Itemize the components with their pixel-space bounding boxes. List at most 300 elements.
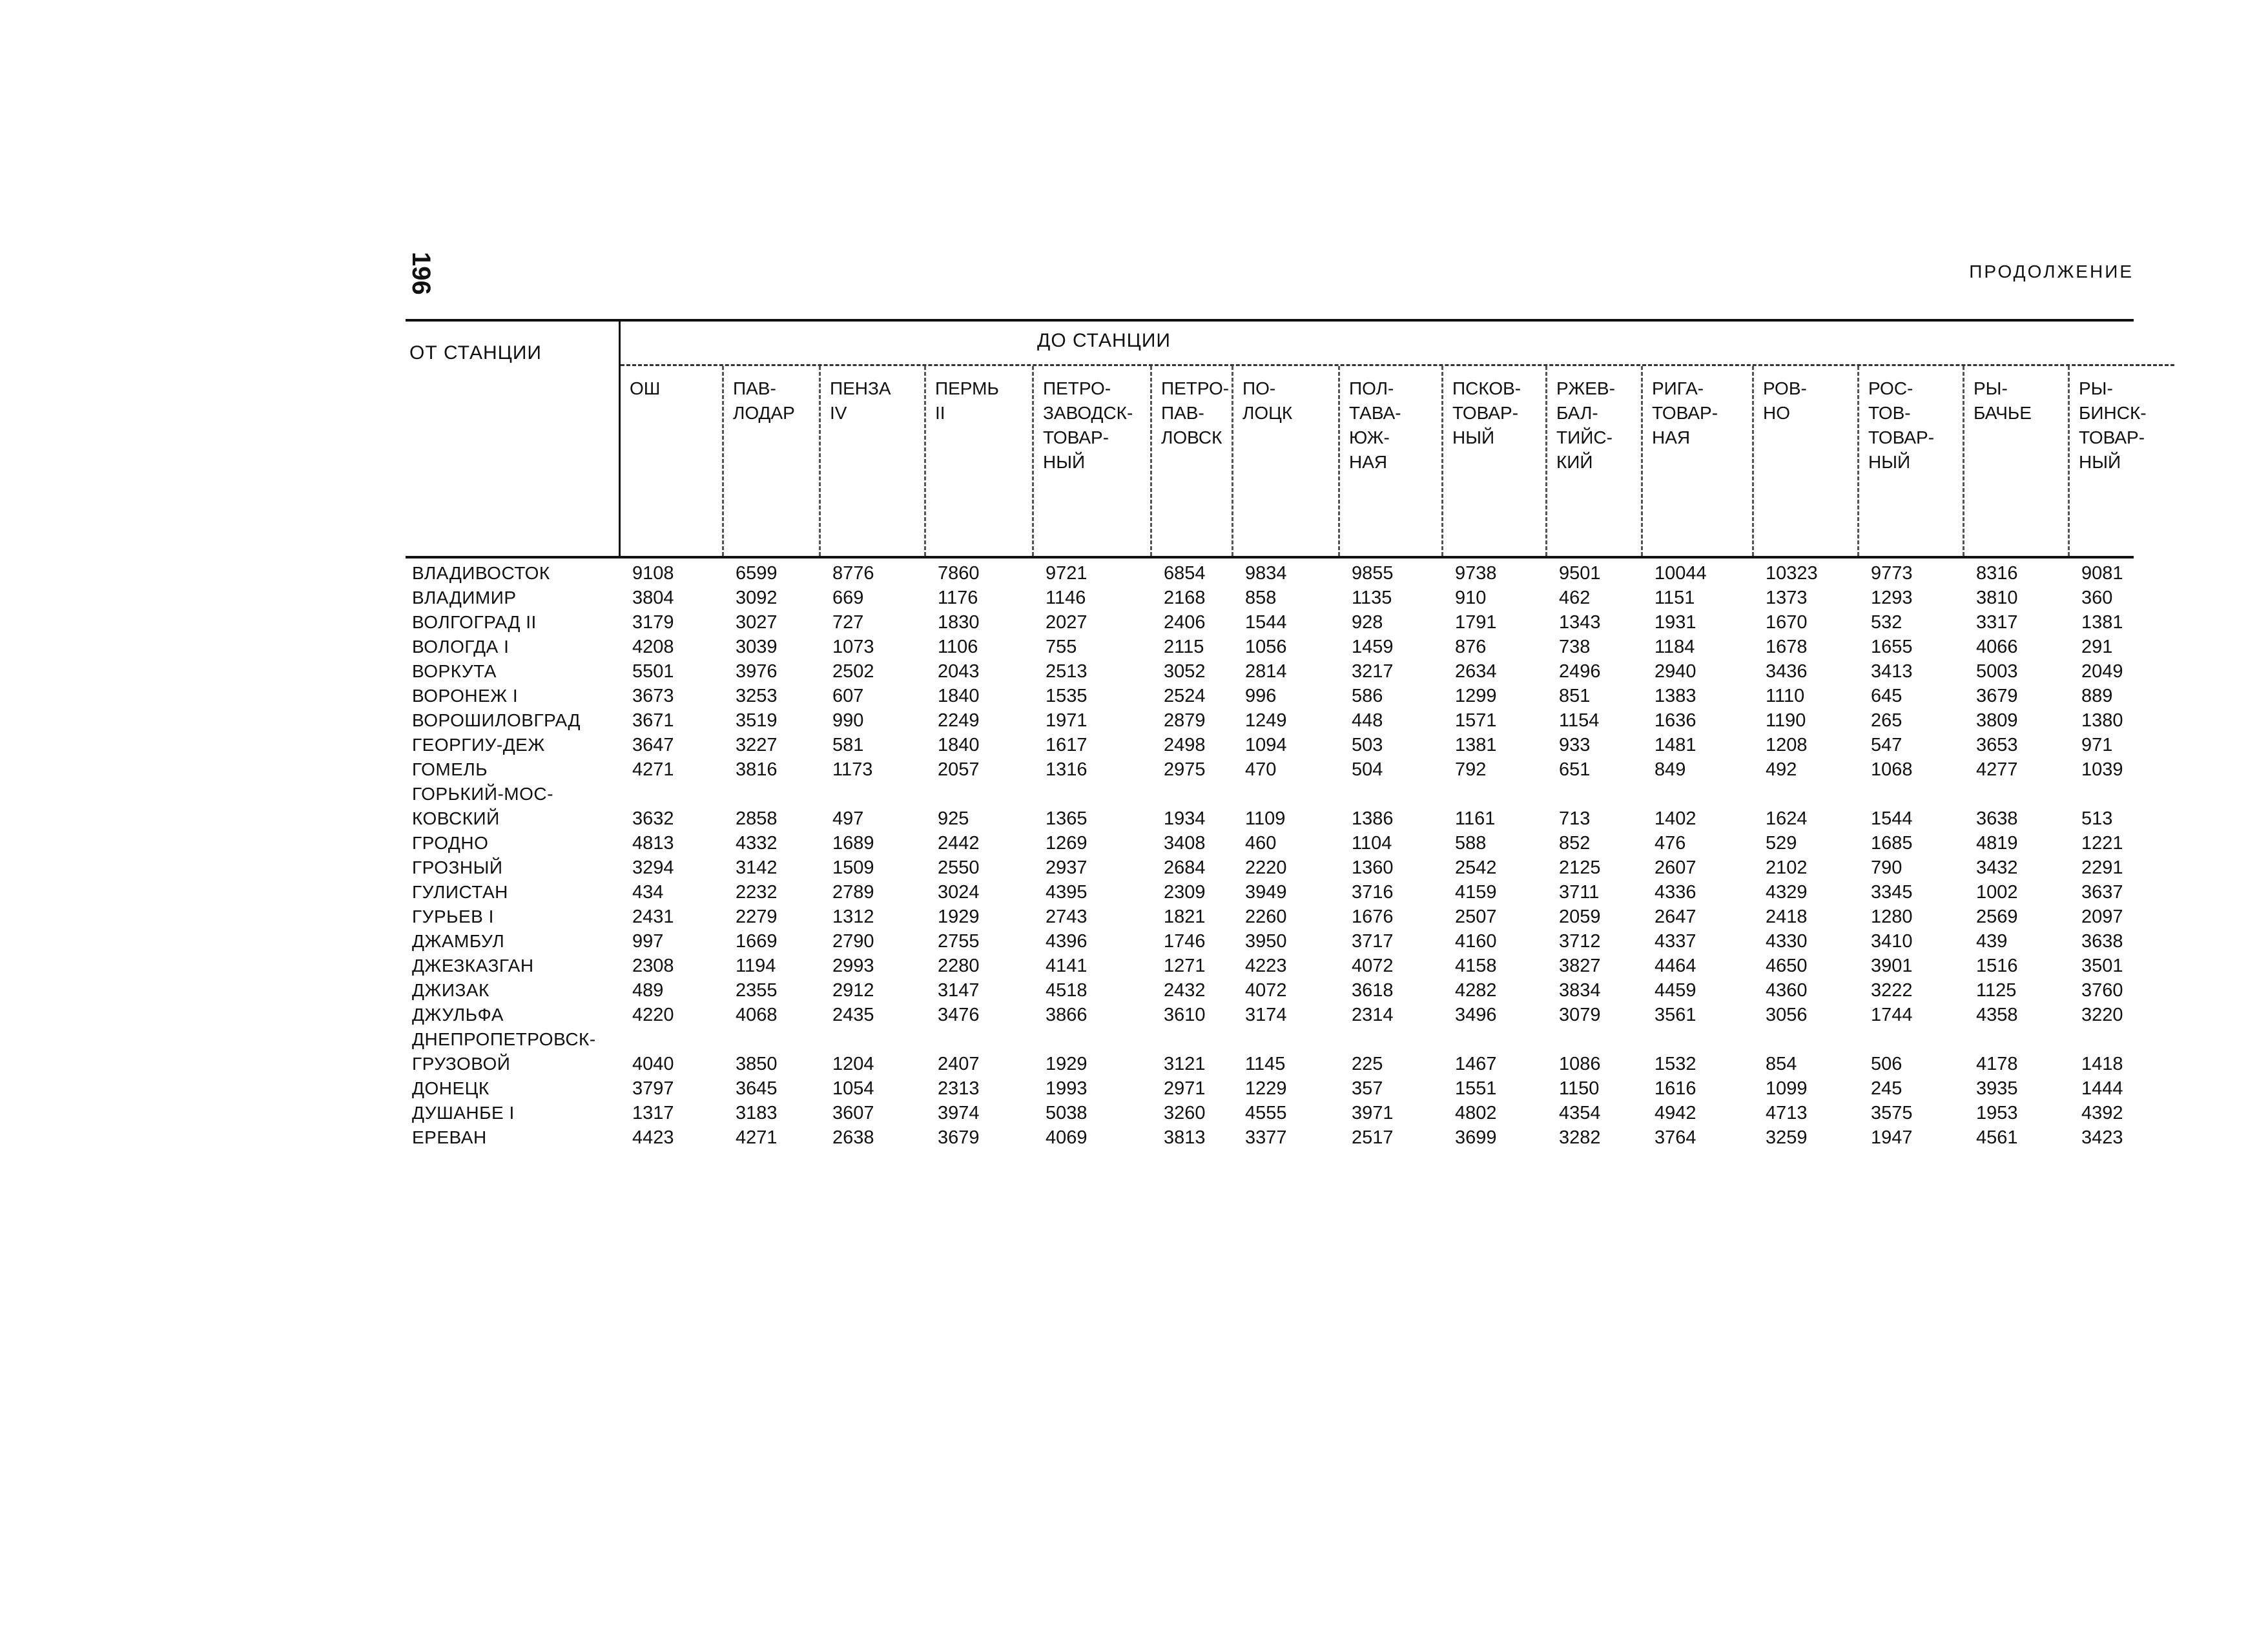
- distance-cell: 3813: [1164, 1127, 1206, 1148]
- distance-cell: 4220: [632, 1005, 674, 1025]
- column-header: РОС- ТОВ- ТОВАР- НЫЙ: [1859, 366, 1964, 556]
- distance-cell: 849: [1655, 759, 1686, 780]
- distance-cell: 1571: [1455, 710, 1497, 731]
- distance-cell: 1532: [1655, 1054, 1696, 1074]
- distance-cell: 3632: [632, 808, 674, 829]
- distance-cell: 3217: [1352, 661, 1394, 682]
- distance-cell: 2755: [938, 931, 980, 952]
- table-row: [406, 561, 2134, 586]
- distance-cell: 3179: [632, 612, 674, 633]
- distance-cell: 3092: [736, 588, 778, 608]
- distance-cell: 1125: [1976, 980, 2017, 1001]
- distance-cell: 1317: [632, 1103, 674, 1123]
- distance-cell: 1208: [1766, 735, 1808, 755]
- distance-cell: 1312: [832, 906, 874, 927]
- distance-cell: 3645: [736, 1078, 778, 1099]
- distance-cell: 2059: [1559, 906, 1601, 927]
- distance-cell: 996: [1245, 686, 1277, 706]
- distance-cell: 713: [1559, 808, 1591, 829]
- distance-cell: 2279: [736, 906, 778, 927]
- distance-cell: 7860: [938, 563, 980, 584]
- distance-cell: 4068: [736, 1005, 778, 1025]
- table-row: [406, 831, 2134, 855]
- distance-cell: 4518: [1046, 980, 1088, 1001]
- distance-cell: 925: [938, 808, 969, 829]
- table-header: [406, 322, 2147, 558]
- distance-cell: 2498: [1164, 735, 1206, 755]
- distance-cell: 3716: [1352, 882, 1394, 903]
- distance-cell: 1176: [938, 588, 978, 608]
- distance-cell: 547: [1871, 735, 1902, 755]
- distance-cell: 2975: [1164, 759, 1206, 780]
- distance-cell: 2102: [1766, 857, 1808, 878]
- distance-cell: 2502: [832, 661, 874, 682]
- distance-cell: 3810: [1976, 588, 2018, 608]
- distance-cell: 3294: [632, 857, 674, 878]
- distance-cell: 532: [1871, 612, 1902, 633]
- distance-cell: 2442: [938, 833, 980, 854]
- table-row: [406, 1101, 2134, 1125]
- distance-cell: 1146: [1046, 588, 1086, 608]
- distance-cell: 3432: [1976, 857, 2018, 878]
- distance-cell: 3764: [1655, 1127, 1696, 1148]
- column-header: РЫ- БАЧЬЕ: [1964, 366, 2070, 556]
- distance-cell: 2647: [1655, 906, 1696, 927]
- distance-cell: 3476: [938, 1005, 980, 1025]
- distance-cell: 1068: [1871, 759, 1913, 780]
- distance-cell: 4555: [1245, 1103, 1287, 1123]
- distance-cell: 4277: [1976, 759, 2018, 780]
- distance-cell: 2542: [1455, 857, 1497, 878]
- distance-cell: 586: [1352, 686, 1383, 706]
- distance-cell: 854: [1766, 1054, 1797, 1074]
- distance-cell: 3760: [2081, 980, 2123, 1001]
- distance-cell: 1947: [1871, 1127, 1913, 1148]
- distance-cell: 3345: [1871, 882, 1913, 903]
- distance-cell: 3142: [736, 857, 778, 878]
- distance-cell: 3408: [1164, 833, 1206, 854]
- column-header: РЖЕВ- БАЛ- ТИЙС- КИЙ: [1547, 366, 1643, 556]
- distance-cell: 3317: [1976, 612, 2018, 633]
- distance-cell: 2043: [938, 661, 980, 682]
- distance-cell: 1204: [832, 1054, 874, 1074]
- station-name: ДЖЕЗКАЗГАН: [412, 956, 534, 976]
- distance-cell: 9108: [632, 563, 674, 584]
- distance-cell: 1676: [1352, 906, 1394, 927]
- column-header: РОВ- НО: [1754, 366, 1859, 556]
- distance-cell: 3056: [1766, 1005, 1808, 1025]
- distance-cell: 1190: [1766, 710, 1806, 731]
- distance-cell: 3653: [1976, 735, 2018, 755]
- distance-cell: 3637: [2081, 882, 2123, 903]
- distance-cell: 1509: [832, 857, 874, 878]
- table-row: [406, 1027, 2134, 1076]
- distance-cell: 4354: [1559, 1103, 1601, 1123]
- distance-cell: 3501: [2081, 956, 2123, 976]
- station-name: ДОНЕЦК: [412, 1078, 490, 1098]
- table-row: [406, 1076, 2134, 1101]
- column-header: РИГА- ТОВАР- НАЯ: [1643, 366, 1754, 556]
- distance-cell: 4650: [1766, 956, 1808, 976]
- distance-cell: 1099: [1766, 1078, 1808, 1099]
- distance-cell: 4159: [1455, 882, 1497, 903]
- distance-cell: 2249: [938, 710, 980, 731]
- distance-cell: 1971: [1046, 710, 1088, 731]
- distance-cell: 4423: [632, 1127, 674, 1148]
- distance-cell: 2220: [1245, 857, 1287, 878]
- distance-cell: 3121: [1164, 1054, 1206, 1074]
- distance-cell: 1617: [1046, 735, 1088, 755]
- distance-cell: 2407: [938, 1054, 980, 1074]
- distance-cell: 2507: [1455, 906, 1497, 927]
- distance-cell: 2858: [736, 808, 778, 829]
- distance-cell: 9773: [1871, 563, 1913, 584]
- distance-cell: 1655: [1871, 637, 1913, 657]
- distance-cell: 1516: [1976, 956, 2018, 976]
- distance-cell: 2569: [1976, 906, 2018, 927]
- distance-cell: 3935: [1976, 1078, 2018, 1099]
- distance-cell: 3949: [1245, 882, 1287, 903]
- distance-cell: 2406: [1164, 612, 1206, 633]
- distance-cell: 3712: [1559, 931, 1601, 952]
- distance-cell: 1616: [1655, 1078, 1696, 1099]
- distance-cell: 1459: [1352, 637, 1394, 657]
- distance-cell: 489: [632, 980, 664, 1001]
- distance-cell: 1840: [938, 735, 980, 755]
- distance-cell: 3834: [1559, 980, 1601, 1001]
- distance-cell: 1830: [938, 612, 980, 633]
- distance-cell: 1343: [1559, 612, 1601, 633]
- to-station-header-group: [621, 322, 2174, 556]
- distance-cell: 4395: [1046, 882, 1088, 903]
- distance-cell: 1791: [1455, 612, 1497, 633]
- table-row: [406, 954, 2134, 978]
- distance-cell: 669: [832, 588, 864, 608]
- distance-cell: 460: [1245, 833, 1277, 854]
- distance-cell: 2524: [1164, 686, 1206, 706]
- distance-cell: 3423: [2081, 1127, 2123, 1148]
- distance-cell: 933: [1559, 735, 1591, 755]
- distance-cell: 2431: [632, 906, 674, 927]
- column-headers: [621, 366, 2174, 556]
- distance-cell: 1670: [1766, 612, 1808, 633]
- station-name: ДЖУЛЬФА: [412, 1005, 504, 1025]
- distance-cell: 3377: [1245, 1127, 1287, 1148]
- column-header: РЫ- БИНСК- ТОВАР- НЫЙ: [2079, 378, 2147, 472]
- distance-cell: 2355: [736, 980, 778, 1001]
- distance-cell: 2940: [1655, 661, 1696, 682]
- distance-cell: 513: [2081, 808, 2113, 829]
- station-name: ГУЛИСТАН: [412, 882, 508, 902]
- table-row: [406, 1003, 2134, 1027]
- page-number: 196: [407, 252, 435, 295]
- distance-cell: 1161: [1455, 808, 1496, 829]
- distance-cell: 8776: [832, 563, 874, 584]
- distance-cell: 2879: [1164, 710, 1206, 731]
- distance-cell: 1151: [1655, 588, 1695, 608]
- distance-cell: 3711: [1559, 882, 1600, 903]
- distance-cell: 1054: [832, 1078, 874, 1099]
- distance-cell: 291: [2081, 637, 2113, 657]
- station-name: ВОРОНЕЖ I: [412, 686, 519, 706]
- station-name: ДУШАНБЕ I: [412, 1103, 515, 1123]
- table-row: [406, 610, 2134, 635]
- distance-cell: 3519: [736, 710, 778, 731]
- distance-cell: 2435: [832, 1005, 874, 1025]
- distance-cell: 1840: [938, 686, 980, 706]
- station-name: ВЛАДИМИР: [412, 588, 517, 608]
- distance-cell: 4160: [1455, 931, 1497, 952]
- station-name: ГОРЬКИЙ-МОС- КОВСКИЙ: [412, 784, 553, 828]
- distance-cell: 858: [1245, 588, 1277, 608]
- table-row: [406, 880, 2134, 905]
- distance-cell: 3027: [736, 612, 778, 633]
- distance-cell: 4392: [2081, 1103, 2123, 1123]
- table-row: [406, 659, 2134, 684]
- distance-cell: 1221: [2081, 833, 2123, 854]
- distance-cell: 3147: [938, 980, 980, 1001]
- distance-cell: 1685: [1871, 833, 1913, 854]
- distance-cell: 1110: [1766, 686, 1805, 706]
- distance-cell: 4813: [632, 833, 674, 854]
- distance-cell: 1316: [1046, 759, 1088, 780]
- distance-cell: 439: [1976, 931, 2008, 952]
- column-header: ПЕРМЬ II: [926, 366, 1034, 556]
- table-row: [406, 733, 2134, 757]
- distance-cell: 1106: [938, 637, 978, 657]
- distance-cell: 1544: [1871, 808, 1913, 829]
- distance-cell: 497: [832, 808, 864, 829]
- column-header: ПОЛ- ТАВА- ЮЖ- НАЯ: [1340, 366, 1443, 556]
- distance-cell: 876: [1455, 637, 1487, 657]
- distance-cell: 462: [1559, 588, 1591, 608]
- column-header: ОШ: [621, 366, 724, 556]
- distance-cell: 607: [832, 686, 864, 706]
- distance-cell: 265: [1871, 710, 1902, 731]
- distance-cell: 3561: [1655, 1005, 1696, 1025]
- distance-cell: 3901: [1871, 956, 1913, 976]
- distance-cell: 3220: [2081, 1005, 2123, 1025]
- table-row: [406, 586, 2134, 610]
- distance-cell: 476: [1655, 833, 1686, 854]
- distance-cell: 738: [1559, 637, 1591, 657]
- distance-cell: 4040: [632, 1054, 674, 1074]
- distance-cell: 3638: [2081, 931, 2123, 952]
- distance-cell: 1669: [736, 931, 778, 952]
- distance-cell: 1293: [1871, 588, 1913, 608]
- distance-cell: 2057: [938, 759, 980, 780]
- table-row: [406, 635, 2134, 659]
- distance-cell: 3079: [1559, 1005, 1601, 1025]
- distance-cell: 1467: [1455, 1054, 1497, 1074]
- distance-cell: 4459: [1655, 980, 1696, 1001]
- distance-cell: 492: [1766, 759, 1797, 780]
- distance-cell: 1135: [1352, 588, 1392, 608]
- distance-cell: 2168: [1164, 588, 1206, 608]
- distance-cell: 3827: [1559, 956, 1601, 976]
- from-station-header: ОТ СТАНЦИИ: [406, 322, 621, 556]
- distance-cell: 928: [1352, 612, 1383, 633]
- distance-cell: 2937: [1046, 857, 1088, 878]
- distance-cell: 3618: [1352, 980, 1394, 1001]
- distance-cell: 755: [1046, 637, 1077, 657]
- distance-cell: 1481: [1655, 735, 1696, 755]
- distance-cell: 651: [1559, 759, 1591, 780]
- distance-cell: 3950: [1245, 931, 1287, 952]
- distance-cell: 2097: [2081, 906, 2123, 927]
- distance-cell: 503: [1352, 735, 1383, 755]
- distance-cell: 4178: [1976, 1054, 2018, 1074]
- distance-cell: 5003: [1976, 661, 2018, 682]
- distance-cell: 10044: [1655, 563, 1707, 584]
- distance-cell: 1402: [1655, 808, 1696, 829]
- distance-cell: 4208: [632, 637, 674, 657]
- distance-cell: 1056: [1245, 637, 1287, 657]
- distance-cell: 3804: [632, 588, 674, 608]
- distance-cell: 971: [2081, 735, 2113, 755]
- distance-cell: 5501: [632, 661, 674, 682]
- distance-cell: 4072: [1245, 980, 1287, 1001]
- distance-cell: 3607: [832, 1103, 874, 1123]
- distance-cell: 3052: [1164, 661, 1206, 682]
- distance-cell: 470: [1245, 759, 1277, 780]
- distance-cell: 6599: [736, 563, 778, 584]
- station-name: ВОРКУТА: [412, 661, 497, 681]
- distance-cell: 2027: [1046, 612, 1088, 633]
- distance-cell: 1002: [1976, 882, 2018, 903]
- station-name: ГРОДНО: [412, 833, 489, 853]
- distance-cell: 1744: [1871, 1005, 1913, 1025]
- station-name: ВЛАДИВОСТОК: [412, 563, 550, 583]
- station-name: ДЖИЗАК: [412, 980, 490, 1000]
- station-name: ГОМЕЛЬ: [412, 759, 488, 779]
- distance-cell: 910: [1455, 588, 1487, 608]
- distance-cell: 2232: [736, 882, 778, 903]
- distance-cell: 790: [1871, 857, 1902, 878]
- distance-cell: 4223: [1245, 956, 1287, 976]
- distance-cell: 4282: [1455, 980, 1497, 1001]
- distance-cell: 5038: [1046, 1103, 1088, 1123]
- distance-cell: 4332: [736, 833, 778, 854]
- distance-cell: 2125: [1559, 857, 1601, 878]
- distance-cell: 997: [632, 931, 664, 952]
- distance-cell: 3496: [1455, 1005, 1497, 1025]
- distance-cell: 3413: [1871, 661, 1913, 682]
- distance-cell: 360: [2081, 588, 2113, 608]
- table-row: [406, 929, 2134, 954]
- distance-cell: 1365: [1046, 808, 1088, 829]
- distance-cell: 1039: [2081, 759, 2123, 780]
- distance-cell: 4072: [1352, 956, 1394, 976]
- station-name: ЕРЕВАН: [412, 1127, 487, 1147]
- distance-cell: 2790: [832, 931, 874, 952]
- distance-cell: 1381: [1455, 735, 1497, 755]
- distance-cell: 4942: [1655, 1103, 1696, 1123]
- distance-cell: 1249: [1245, 710, 1287, 731]
- table-row: [406, 708, 2134, 733]
- distance-cell: 1094: [1245, 735, 1287, 755]
- distance-cell: 2513: [1046, 661, 1088, 682]
- distance-cell: 1535: [1046, 686, 1088, 706]
- distance-cell: 9501: [1559, 563, 1601, 584]
- distance-cell: 1269: [1046, 833, 1088, 854]
- distance-cell: 2607: [1655, 857, 1696, 878]
- distance-cell: 1383: [1655, 686, 1696, 706]
- distance-cell: 3259: [1766, 1127, 1808, 1148]
- distance-cell: 1689: [832, 833, 874, 854]
- distance-cell: 225: [1352, 1054, 1383, 1074]
- distance-cell: 9081: [2081, 563, 2123, 584]
- distance-cell: 9855: [1352, 563, 1394, 584]
- distance-cell: 4141: [1046, 956, 1088, 976]
- distance-cell: 727: [832, 612, 864, 633]
- distance-cell: 2550: [938, 857, 980, 878]
- table-body: [406, 558, 2134, 1150]
- table-row: [406, 855, 2134, 880]
- distance-cell: 3638: [1976, 808, 2018, 829]
- distance-cell: 2280: [938, 956, 980, 976]
- station-name: ДНЕПРОПЕТРОВСК- ГРУЗОВОЙ: [412, 1029, 596, 1074]
- distance-cell: 1624: [1766, 808, 1808, 829]
- station-name: ГРОЗНЫЙ: [412, 857, 503, 877]
- distance-cell: 792: [1455, 759, 1487, 780]
- distance-cell: 1109: [1245, 808, 1286, 829]
- distance-cell: 2684: [1164, 857, 1206, 878]
- distance-cell: 3971: [1352, 1103, 1394, 1123]
- distance-cell: 4158: [1455, 956, 1497, 976]
- distance-cell: 3866: [1046, 1005, 1088, 1025]
- distance-cell: 3647: [632, 735, 674, 755]
- distance-cell: 4069: [1046, 1127, 1088, 1148]
- distance-cell: 2432: [1164, 980, 1206, 1001]
- column-header: ПЕНЗА IV: [821, 366, 926, 556]
- distance-cell: 1194: [736, 956, 776, 976]
- distance-cell: 1360: [1352, 857, 1394, 878]
- table-row: [406, 978, 2134, 1003]
- distance-cell: 3673: [632, 686, 674, 706]
- distance-cell: 2743: [1046, 906, 1088, 927]
- distance-cell: 3410: [1871, 931, 1913, 952]
- distance-cell: 3575: [1871, 1103, 1913, 1123]
- table-row: [406, 782, 2134, 831]
- distance-cell: 3850: [736, 1054, 778, 1074]
- distance-cell: 1993: [1046, 1078, 1088, 1099]
- distance-cell: 1154: [1559, 710, 1600, 731]
- distance-cell: 3699: [1455, 1127, 1497, 1148]
- distance-cell: 3227: [736, 735, 778, 755]
- distance-cell: 4360: [1766, 980, 1808, 1001]
- distance-cell: 990: [832, 710, 864, 731]
- station-name: ГУРЬЕВ I: [412, 906, 494, 927]
- distance-cell: 1636: [1655, 710, 1696, 731]
- distance-cell: 1380: [2081, 710, 2123, 731]
- distance-cell: 4464: [1655, 956, 1696, 976]
- station-name: ВОРОШИЛОВГРАД: [412, 710, 581, 730]
- distance-cell: 1544: [1245, 612, 1287, 633]
- distance-cell: 2634: [1455, 661, 1497, 682]
- distance-cell: 3222: [1871, 980, 1913, 1001]
- column-header: ПЕТРО- ПАВ- ЛОВСК: [1152, 366, 1233, 556]
- distance-cell: 2260: [1245, 906, 1287, 927]
- distance-cell: 2789: [832, 882, 874, 903]
- distance-cell: 1086: [1559, 1054, 1601, 1074]
- to-station-header: ДО СТАНЦИИ: [621, 322, 2174, 366]
- distance-cell: 1386: [1352, 808, 1394, 829]
- distance-cell: 1373: [1766, 588, 1808, 608]
- distance-cell: 1173: [832, 759, 873, 780]
- station-name: ГЕОРГИУ-ДЕЖ: [412, 735, 545, 755]
- distance-cell: 3974: [938, 1103, 980, 1123]
